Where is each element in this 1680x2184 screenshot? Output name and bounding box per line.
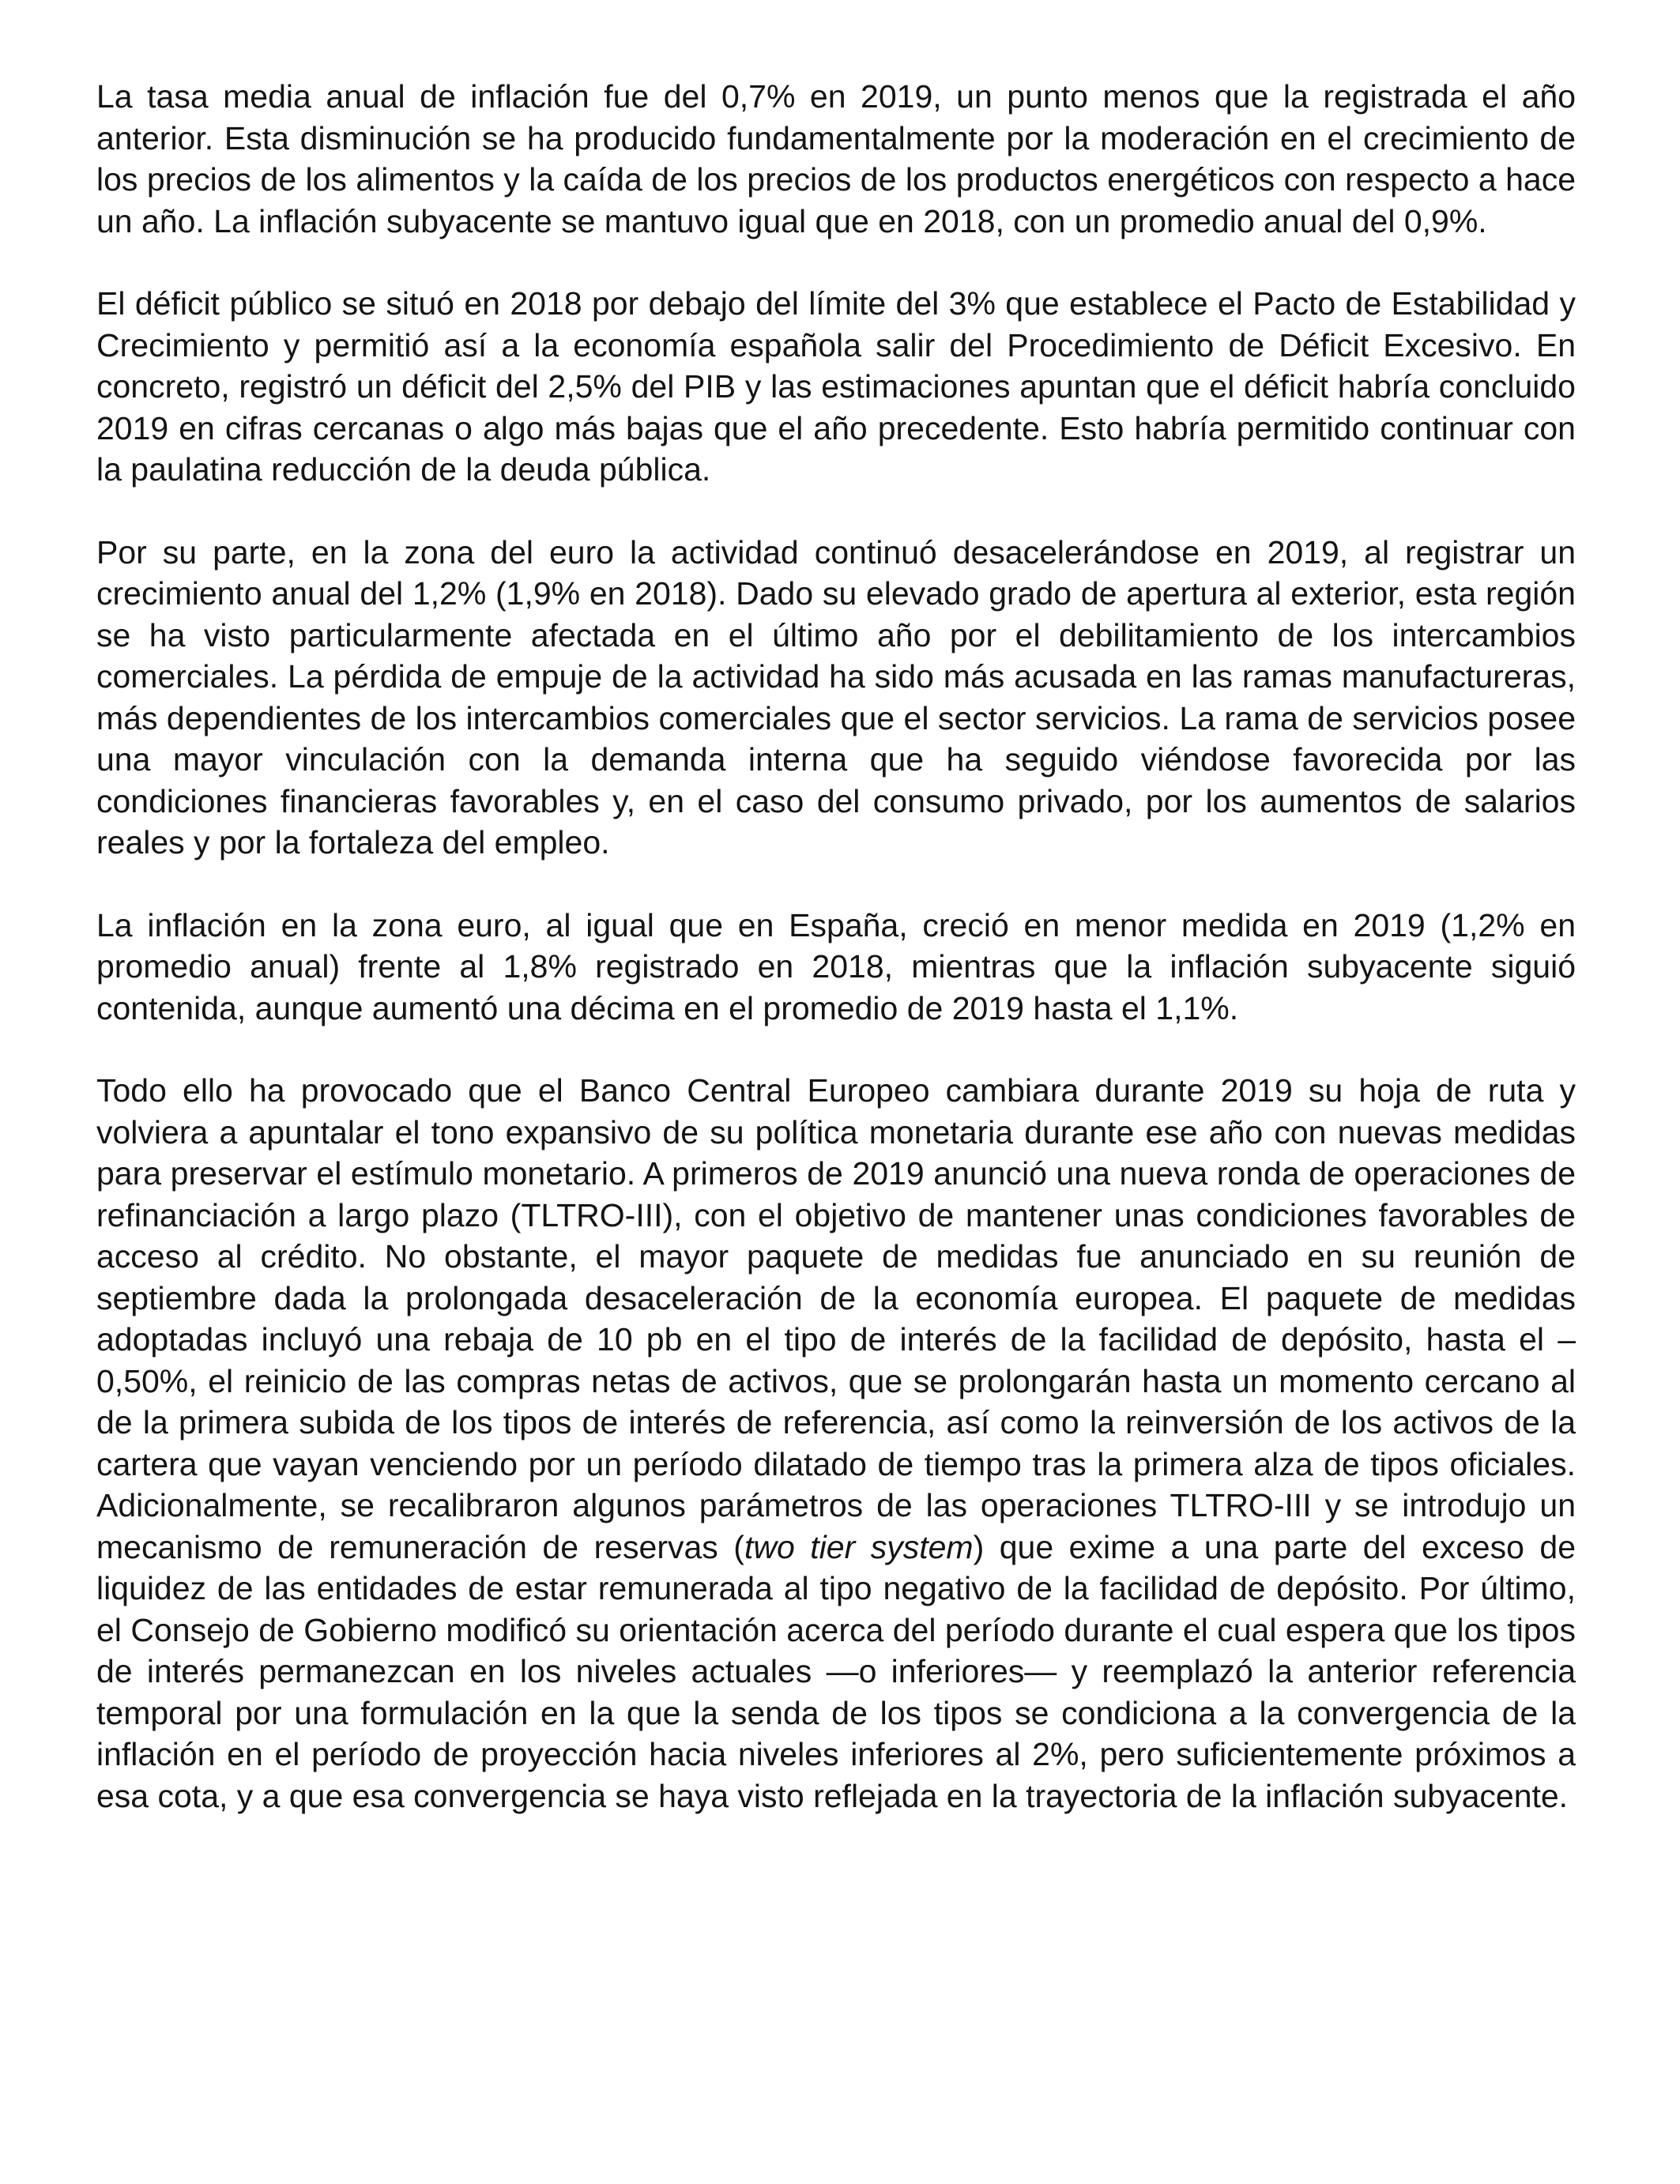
ecb-text-part-2: ) que exime a una parte del exceso de liquidez de las entidades de estar remunerada al tipo negativo de la facilidad de depósito. Por último, el Consejo de Gobierno modificó su orientación acerca del período durante el cual espera que los tipos de interés permanezcan en los niveles actuales —o inferiores— y reemplazó la anterior referencia temporal por una formulación en la que la senda de los tipos se condiciona a la convergencia de la inflación en el período de proyección hacia niveles inferiores al 2%, pero suficientemente próximos a esa cota, y a que esa convergencia se haya visto reflejada en la trayectoria de la inflación subyacente. bbox=[96, 1528, 1576, 1814]
ecb-text-part-1: Todo ello ha provocado que el Banco Central Europeo cambiara durante 2019 su hoja de ruta y volviera a apuntalar el tono expansivo de su política monetaria durante ese año con nuevas medidas para preservar el estímulo monetario. A primeros de 2019 anunció una nueva ronda de operaciones de refinanciación a largo plazo (TLTRO-III), con el objetivo de mantener unas condiciones favorables de acceso al crédito. No obstante, el mayor paquete de medidas fue anunciado en su reunión de septiembre dada la prolongada desaceleración de la economía europea. El paquete de medidas adoptadas incluyó una rebaja de 10 pb en el tipo de interés de la facilidad de depósito, hasta el –0,50%, el reinicio de las compras netas de activos, que se prolongarán hasta un momento cercano al de la primera subida de los tipos de interés de referencia, así como la reinversión de los activos de la cartera que vayan venciendo por un período dilatado de tiempo tras la primera alza de tipos oficiales. Adicionalmente, se recalibraron algunos parámetros de las operaciones TLTRO-III y se introdujo un mecanismo de remuneración de reservas ( bbox=[96, 1072, 1576, 1565]
paragraph-euro-area-inflation: La inflación en la zona euro, al igual que en España, creció en menor medida en 2019 (1,2% en promedio anual) frente al 1,8% registrado en 2018, mientras que la inflación subyacente siguió contenida, aunque aumentó una décima en el promedio de 2019 hasta el 1,1%. bbox=[96, 906, 1576, 1026]
body-text bbox=[96, 76, 1576, 1817]
paragraph-euro-area-activity: Por su parte, en la zona del euro la actividad continuó desacelerándose en 2019, al registrar un crecimiento anual del 1,2% (1,9% en 2018). Dado su elevado grado de apertura al exterior, esta región se ha visto particularmente afectada en el último año por el debilitamiento de los intercambios comerciales. La pérdida de empuje de la actividad ha sido más acusada en las ramas manufactureras, más dependientes de los intercambios comerciales que el sector servicios. La rama de servicios posee una mayor vinculación con la demanda interna que ha seguido viéndose favorecida por las condiciones financieras favorables y, en el caso del consumo privado, por los aumentos de salarios reales y por la fortaleza del empleo. bbox=[96, 533, 1576, 860]
paragraph-public-deficit: El déficit público se situó en 2018 por debajo del límite del 3% que establece el Pacto de Estabilidad y Crecimiento y permitió así a la economía española salir del Procedimiento de Déficit Excesivo. En concreto, registró un déficit del 2,5% del PIB y las estimaciones apuntan que el déficit habría concluido 2019 en cifras cercanas o algo más bajas que el año precedente. Esto habría permitido continuar con la paulatina reducción de la deuda pública. bbox=[96, 285, 1576, 488]
ecb-text-italic-term: two tier system bbox=[744, 1528, 974, 1565]
paragraph-inflation-spain: La tasa media anual de inflación fue del 0,7% en 2019, un punto menos que la registrada el año anterior. Esta disminución se ha producido fundamentalmente por la moderación en el crecimiento de los precios de los alimentos y la caída de los precios de los productos energéticos con respecto a hace un año. La inflación subyacente se mantuvo igual que en 2018, con un promedio anual del 0,9%. bbox=[96, 78, 1576, 239]
paragraph-ecb-policy bbox=[96, 1070, 1576, 1817]
